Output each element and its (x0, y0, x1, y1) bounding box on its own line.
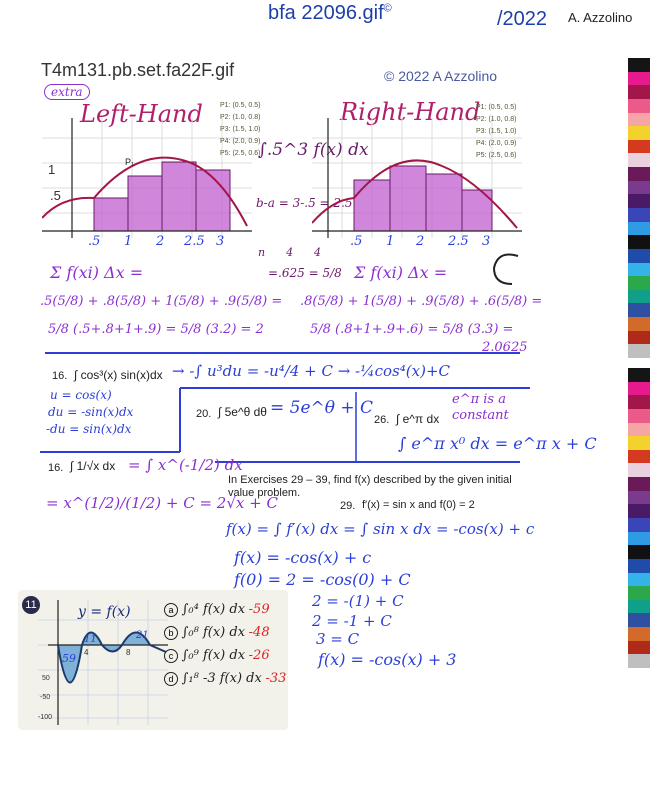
color-swatch[interactable] (628, 153, 650, 167)
part-answer: -48 (248, 625, 270, 640)
right-sum-label: Σ f(xi) Δx = (354, 263, 448, 282)
problem11-parts (164, 598, 286, 690)
axis-tick: -50 (40, 694, 51, 701)
color-swatch[interactable] (628, 317, 650, 331)
right-xtick: 2.5 (448, 234, 469, 249)
color-swatch[interactable] (628, 436, 650, 450)
header-author: A. Azzolino (568, 10, 633, 25)
p29-line3: f(0) = 2 = -cos(0) + C (234, 570, 411, 589)
header-file-text: bfa 22096.gif (268, 2, 384, 24)
p16-neg-du: -du = sin(x)dx (46, 422, 132, 436)
p16-du: du = -sin(x)dx (48, 405, 134, 419)
color-swatch[interactable] (628, 263, 650, 277)
color-swatch[interactable] (628, 72, 650, 86)
color-swatch[interactable] (628, 627, 650, 641)
right-sum-result: 2.0625 (482, 340, 528, 355)
right-sum-line2: 5/8 (.8+1+.9+.6) = 5/8 (3.3) = (310, 322, 514, 337)
extra-tag: extra (44, 84, 90, 100)
problem11-panel (18, 590, 288, 730)
axis-tick: 50 (42, 675, 50, 682)
color-swatch[interactable] (628, 491, 650, 505)
color-swatch[interactable] (628, 85, 650, 99)
p29-line4: 2 = -(1) + C (312, 592, 404, 610)
p29-text: f′(x) = sin x and f(0) = 2 (362, 499, 475, 511)
part-row (164, 644, 286, 667)
right-sum-line1: .8(5/8) + 1(5/8) + .9(5/8) + .6(5/8) = (300, 294, 543, 309)
color-swatch[interactable] (628, 126, 650, 140)
axis-tick: 8 (126, 648, 131, 657)
color-swatch[interactable] (628, 235, 650, 249)
color-swatch[interactable] (628, 545, 650, 559)
p26-integral: ∫ e^π dx (396, 412, 440, 426)
color-swatch[interactable] (628, 331, 650, 345)
color-swatch[interactable] (628, 477, 650, 491)
subheader-copyright: © 2022 A Azzolino (384, 68, 498, 84)
color-swatch[interactable] (628, 290, 650, 304)
header-year: /2022 (497, 8, 548, 30)
left-hand-title: Left-Hand (80, 100, 203, 128)
color-swatch[interactable] (628, 600, 650, 614)
left-xtick: .5 (88, 234, 101, 249)
color-swatch[interactable] (628, 181, 650, 195)
legend-item: P5: (2.5, 0.6) (476, 152, 517, 159)
exercise-instructions: In Exercises 29 – 39, find f(x) described by the given initial value problem. (228, 474, 512, 499)
legend-item: P3: (1.5, 1.0) (476, 128, 517, 135)
area-label: 21 (136, 630, 149, 641)
left-y-tick-half: .5 (50, 188, 61, 203)
right-xtick: 1 (386, 234, 395, 249)
p26-label: 26. (374, 414, 390, 426)
part-letter: b (164, 626, 178, 640)
left-sum-line1: .5(5/8) + .8(5/8) + 1(5/8) + .9(5/8) = (40, 294, 283, 309)
color-palette-top[interactable] (628, 58, 650, 358)
color-swatch[interactable] (628, 99, 650, 113)
legend-item: P4: (2.0, 0.9) (220, 138, 261, 145)
color-swatch[interactable] (628, 586, 650, 600)
p29-line5: 2 = -1 + C (312, 612, 392, 630)
right-xtick: .5 (350, 234, 363, 249)
color-swatch[interactable] (628, 504, 650, 518)
p29-line2: f(x) = -cos(x) + c (234, 548, 372, 567)
subheader-file-label: T4m131.pb.set.fa22F.gif (41, 60, 235, 80)
riemann-integral: ∫.5^3 f(x) dx (258, 140, 369, 160)
p20-answer: = 5e^θ + C (270, 398, 374, 418)
color-swatch[interactable] (628, 613, 650, 627)
left-sum-label: Σ f(xi) Δx = (50, 263, 144, 282)
color-swatch[interactable] (628, 167, 650, 181)
color-swatch[interactable] (628, 58, 650, 72)
right-hand-title: Right-Hand (340, 98, 481, 126)
right-xtick: 3 (482, 234, 491, 249)
p16b-label: 16. (48, 462, 64, 474)
left-xtick: 3 (216, 234, 225, 249)
p29-label: 29. (340, 500, 356, 512)
part-answer: -26 (248, 648, 270, 663)
axis-tick: -100 (38, 714, 53, 721)
part-row (164, 598, 286, 621)
legend-item: P4: (2.0, 0.9) (476, 140, 517, 147)
color-swatch[interactable] (628, 450, 650, 464)
left-xtick: 2 (156, 234, 165, 249)
part-row (164, 621, 286, 644)
color-swatch[interactable] (628, 276, 650, 290)
color-swatch[interactable] (628, 222, 650, 236)
part-letter: c (164, 649, 178, 663)
p29-final: f(x) = -cos(x) + 3 (318, 650, 457, 669)
color-swatch[interactable] (628, 140, 650, 154)
left-sum-line2: 5/8 (.5+.8+1+.9) = 5/8 (3.2) = 2 (48, 322, 264, 337)
p26-answer: ∫ e^π x⁰ dx = e^π x + C (398, 434, 597, 453)
part-answer: -59 (248, 602, 270, 617)
color-swatch[interactable] (628, 463, 650, 477)
p16b-work: = ∫ x^(-1/2) dx (128, 456, 243, 474)
right-xtick: 2 (416, 234, 425, 249)
p16-label: 16. (52, 370, 68, 382)
left-y-tick-1: 1 (48, 162, 56, 177)
part-expr: ∫₀⁹ f(x) dx (181, 648, 246, 663)
part-expr: ∫₁⁸ -3 f(x) dx (181, 671, 262, 686)
area-label: 59 (62, 652, 76, 665)
area-label: 11 (84, 634, 97, 645)
left-p1-label: P₁ (125, 157, 135, 167)
p16b-answer: = x^(1/2)/(1/2) + C = 2√x + C (46, 494, 278, 512)
p16-work: → -∫ u³du = -u⁴/4 + C → -¼cos⁴(x)+C (172, 362, 451, 380)
p29-line6: 3 = C (316, 630, 360, 648)
legend-item: P1: (0.5, 0.5) (220, 102, 261, 109)
color-swatch[interactable] (628, 518, 650, 532)
color-swatch[interactable] (628, 573, 650, 587)
left-xtick: 2.5 (184, 234, 205, 249)
header-copyright-symbol: © (383, 2, 392, 15)
p20-label: 20. (196, 408, 212, 420)
color-swatch[interactable] (628, 382, 650, 396)
color-palette-bottom[interactable] (628, 368, 650, 668)
width-formula: b-a = 3-.5 = 2.5 (256, 196, 353, 210)
color-swatch[interactable] (628, 423, 650, 437)
p16-u-sub: u = cos(x) (50, 388, 112, 402)
part-row (164, 667, 286, 690)
legend-item: P2: (1.0, 0.8) (476, 116, 517, 123)
p26-note: e^π is a constant (452, 392, 509, 423)
color-swatch[interactable] (628, 303, 650, 317)
color-swatch[interactable] (628, 409, 650, 423)
legend-item: P3: (1.5, 1.0) (220, 126, 261, 133)
color-swatch[interactable] (628, 532, 650, 546)
color-swatch[interactable] (628, 654, 650, 668)
color-swatch[interactable] (628, 113, 650, 127)
part-letter: d (164, 672, 178, 686)
legend-item: P1: (0.5, 0.5) (476, 104, 517, 111)
color-swatch[interactable] (628, 208, 650, 222)
legend-item: P5: (2.5, 0.6) (220, 150, 261, 157)
p16-integral: ∫ cos³(x) sin(x)dx (74, 368, 163, 382)
p20-integral: ∫ 5e^θ dθ (218, 405, 267, 419)
p29-line1: f(x) = ∫ f′(x) dx = ∫ sin x dx = -cos(x) + c (226, 520, 535, 538)
part-answer: -33 (265, 671, 287, 686)
p16b-integral: ∫ 1/√x dx (70, 459, 116, 473)
width-result: =.625 = 5/8 (268, 266, 342, 280)
problem11-func-label: y = f(x) (78, 604, 131, 620)
legend-item: P2: (1.0, 0.8) (220, 114, 261, 121)
color-swatch[interactable] (628, 249, 650, 263)
axis-tick: 4 (84, 648, 89, 657)
part-letter: a (164, 603, 178, 617)
color-swatch[interactable] (628, 194, 650, 208)
part-expr: ∫₀⁸ f(x) dx (181, 625, 246, 640)
color-swatch[interactable] (628, 641, 650, 655)
color-swatch[interactable] (628, 368, 650, 382)
width-denominator: n 4 4 (258, 246, 322, 259)
color-swatch[interactable] (628, 344, 650, 358)
left-xtick: 1 (124, 234, 133, 249)
part-expr: ∫₀⁴ f(x) dx (181, 602, 246, 617)
color-swatch[interactable] (628, 559, 650, 573)
problem11-number: 11 (22, 596, 40, 614)
color-swatch[interactable] (628, 395, 650, 409)
